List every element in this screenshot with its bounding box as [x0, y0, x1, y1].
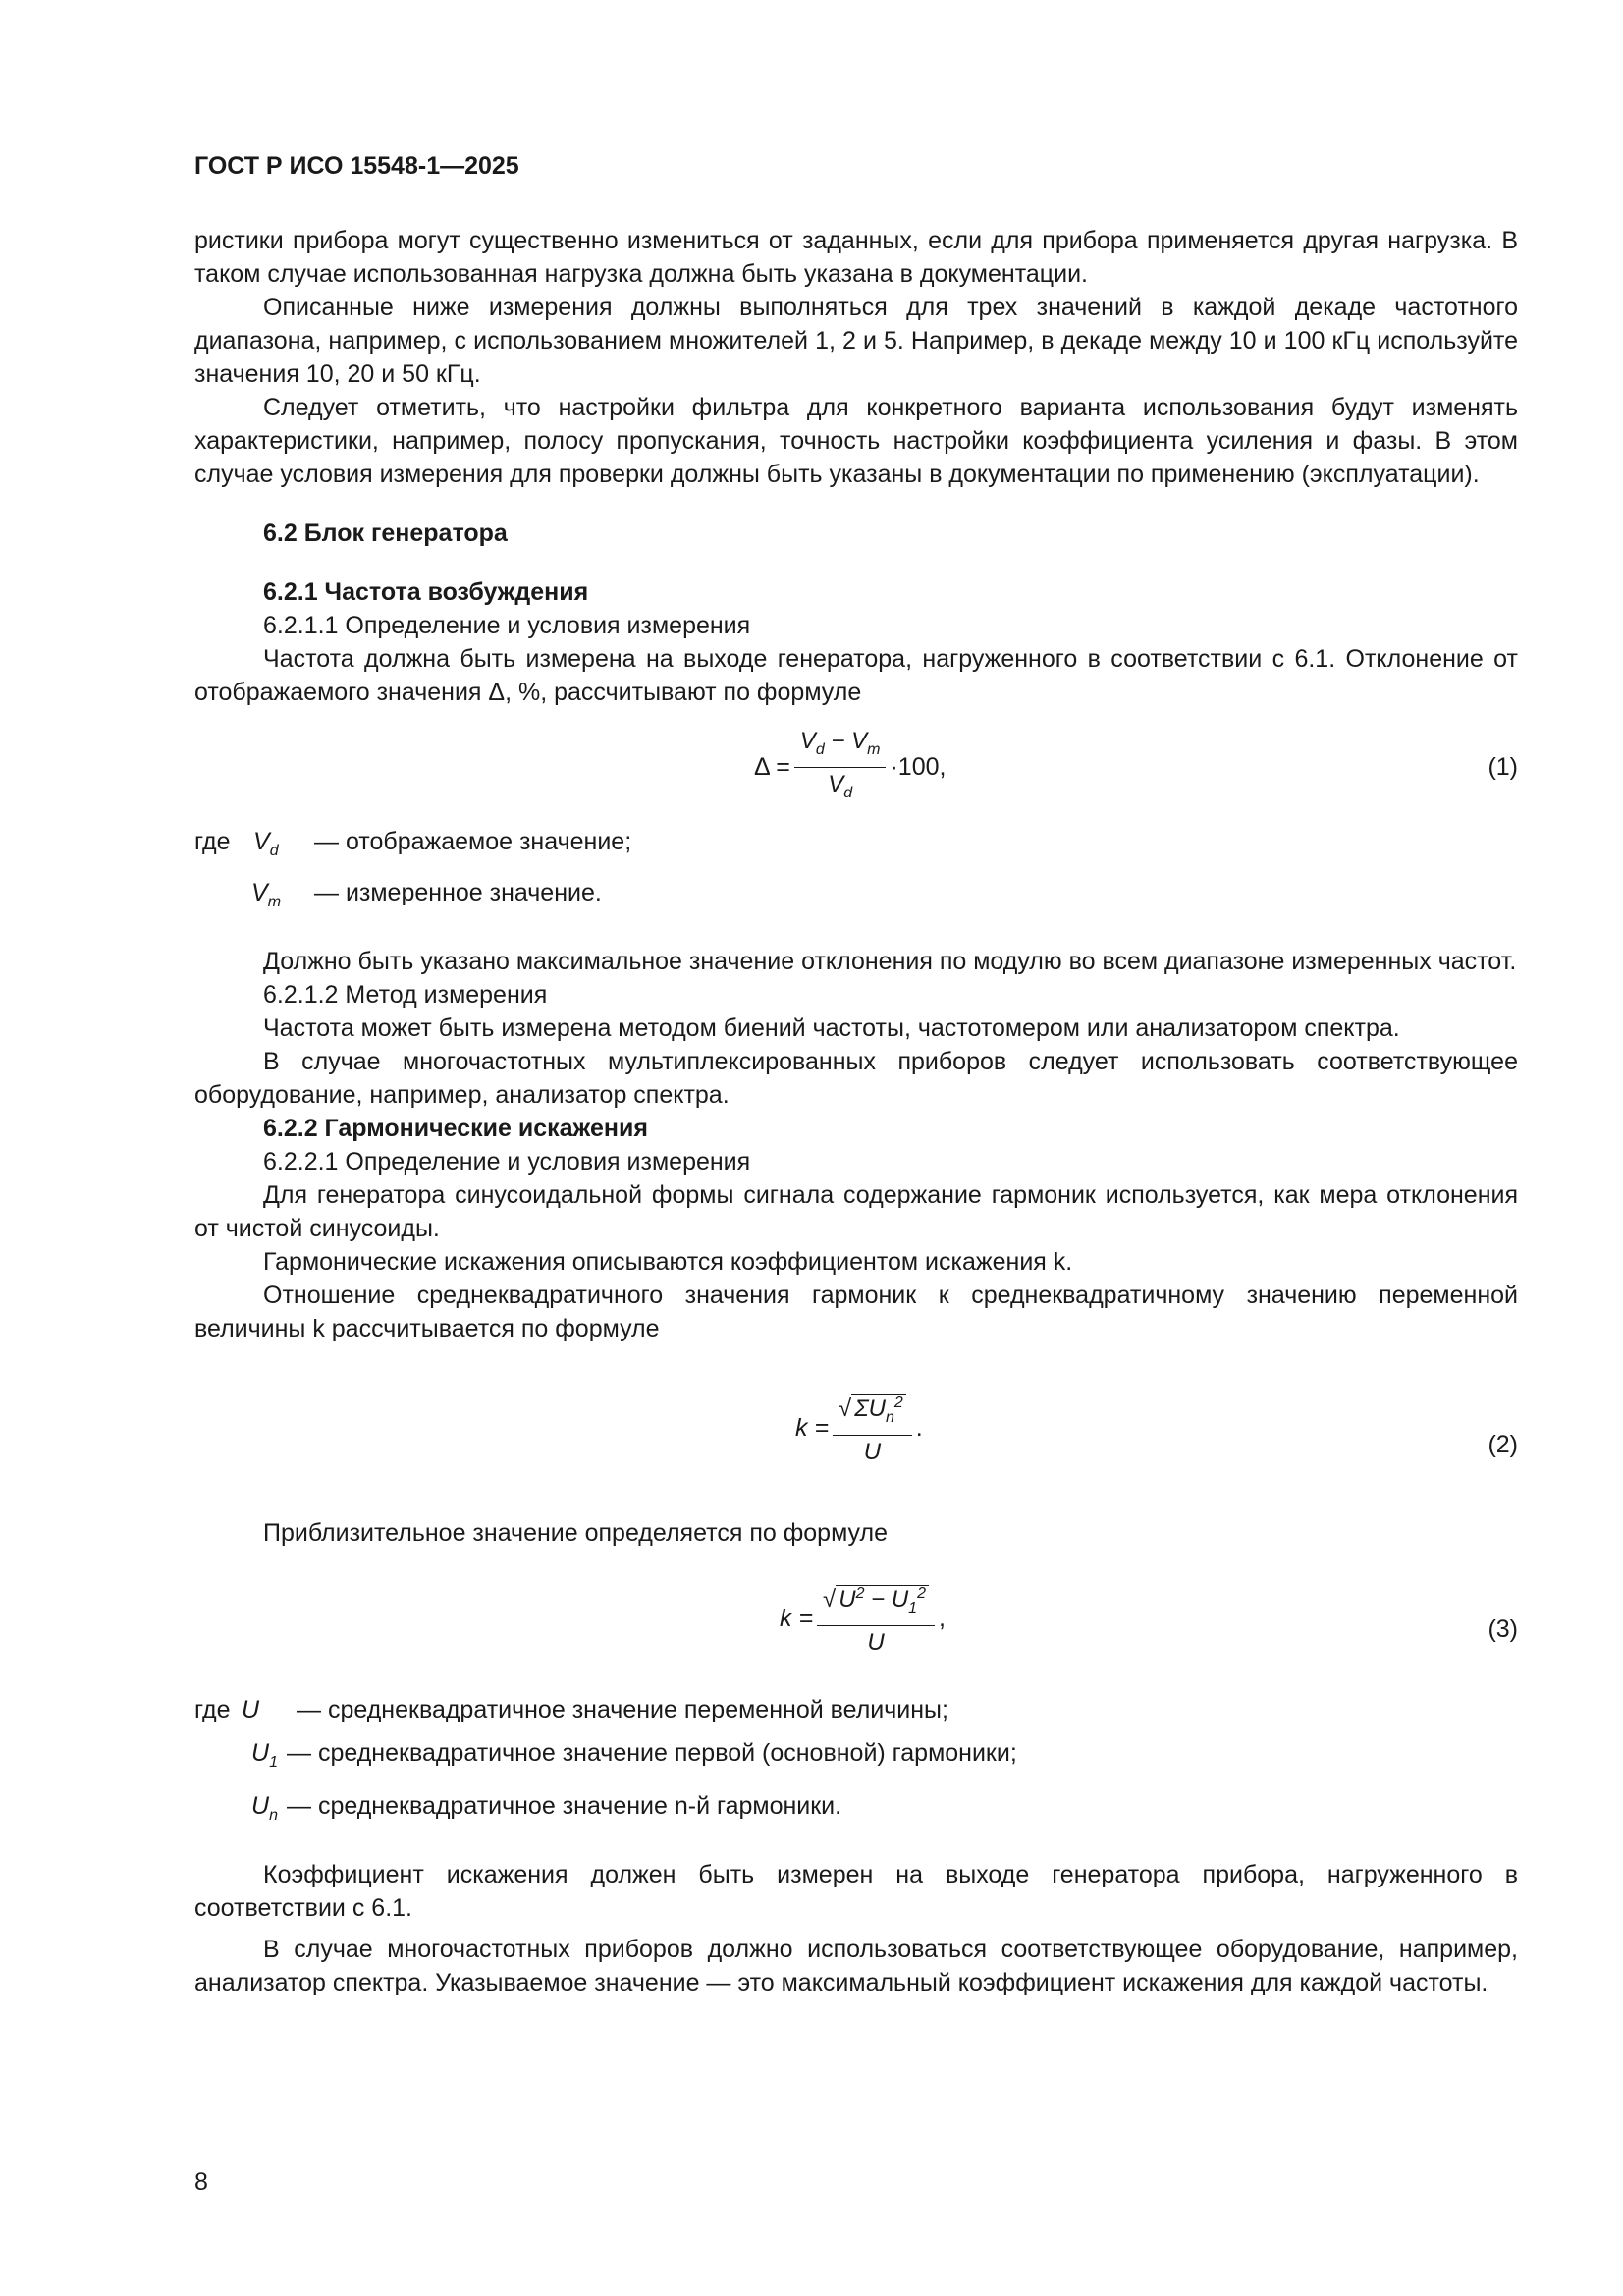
formula-lhs: k =	[780, 1604, 814, 1632]
subsection-heading: 6.2.1.1 Определение и условия измерения	[263, 612, 751, 639]
where-list-1-item: $V_m$ — измеренное значение.	[194, 876, 1518, 919]
formula-1	[194, 727, 1518, 815]
paragraph: Частота может быть измерена методом биений частоты, частотомером или анализатором спектра.	[263, 1014, 1400, 1042]
page-content	[194, 224, 1518, 1999]
formula-lhs: k =	[795, 1413, 830, 1442]
where-list-2-item: $U_1$ — среднеквадратичное значение первой (основной) гармоники;	[194, 1736, 1518, 1779]
subsection-heading: 6.2.2.1 Определение и условия измерения	[263, 1148, 751, 1175]
where-item-text: — среднеквадратичное значение n-й гармоники.	[287, 1792, 842, 1820]
paragraph: Описанные ниже измерения должны выполняться для трех значений в каждой декаде частотного диапазона, например, с использованием множителей 1, 2 и 5. Например, в декаде между 10 и 100 кГц используйте значения 10, 20 и 50 кГц.	[194, 294, 1518, 388]
subsection-heading: 6.2.1.2 Метод измерения	[263, 981, 548, 1009]
equation-number: (2)	[1488, 1431, 1518, 1458]
page-number: 8	[194, 2168, 208, 2196]
fraction: $\frac{√ \Sigma U_n^2}{U}$	[833, 1389, 912, 1467]
where-list-1: где $V_d$ — отображаемое значение;	[194, 825, 1518, 868]
where-item-text: — измеренное значение.	[314, 879, 602, 906]
paragraph: Отношение среднеквадратичного значения гармоник к среднеквадратичному значению переменной величины k рассчитывается по формуле	[194, 1282, 1518, 1342]
formula-tail: .	[915, 1413, 923, 1442]
where-item-text: — отображаемое значение;	[314, 828, 632, 855]
paragraph: Приблизительное значение определяется по формуле	[263, 1519, 888, 1547]
where-list-2-item: $U_n$ — среднеквадратичное значение n-й гармоники.	[194, 1789, 1518, 1832]
section-heading: 6.2.1 Частота возбуждения	[263, 578, 589, 606]
where-lead: где	[194, 828, 231, 855]
where-list-2: где U — среднеквадратичное значение переменной величины;	[194, 1693, 1518, 1726]
paragraph: Частота должна быть измерена на выходе генератора, нагруженного в соответствии с 6.1. Отклонение от отображаемого значения Δ, %, рассчитывают по формуле	[194, 645, 1518, 706]
formula-3	[194, 1579, 1518, 1687]
paragraph: Должно быть указано максимальное значение отклонения по модулю во всем диапазоне измеренных частот.	[263, 948, 1517, 975]
where-lead: где	[194, 1696, 231, 1723]
equation-number: (1)	[1488, 753, 1518, 781]
where-item-text: — среднеквадратичное значение первой (основной) гармоники;	[287, 1739, 1017, 1767]
paragraph: Для генератора синусоидальной формы сигнала содержание гармоник используется, как мера отклонения от чистой синусоиды.	[194, 1181, 1518, 1242]
equation-number: (3)	[1488, 1615, 1518, 1643]
paragraph: В случае многочастотных мультиплексированных приборов следует использовать соответствующее оборудование, например, анализатор спектра.	[194, 1048, 1518, 1109]
formula-lhs: Δ =	[754, 753, 790, 782]
document-header: ГОСТ Р ИСО 15548-1—2025	[194, 152, 519, 180]
formula-tail: ,	[938, 1604, 946, 1632]
paragraph: ристики прибора могут существенно измениться от заданных, если для прибора применяется другая нагрузка. В таком случае использованная нагрузка должна быть указана в документации.	[194, 227, 1518, 288]
paragraph: Коэффициент искажения должен быть измерен на выходе генератора прибора, нагруженного в соответствии с 6.1.	[194, 1861, 1518, 1922]
paragraph: В случае многочастотных приборов должно использоваться соответствующее оборудование, например, анализатор спектра. Указываемое значение — это максимальный коэффициент искажения для каждой частоты.	[194, 1936, 1518, 1996]
section-heading: 6.2 Блок генератора	[263, 519, 508, 547]
fraction: $\frac{√ U^2 - U_1^2}{U}$	[817, 1579, 935, 1658]
where-item-text: — среднеквадратичное значение переменной величины;	[297, 1696, 948, 1723]
fraction: $\frac{V_d - V_m}{V_d}$	[794, 727, 887, 808]
formula-2	[194, 1389, 1518, 1497]
paragraph: Следует отметить, что настройки фильтра для конкретного варианта использования будут изменять характеристики, например, полосу пропускания, точность настройки коэффициента усиления и фазы. В этом случае условия измерения для проверки должны быть указаны в документации по применению (эксплуатации).	[194, 394, 1518, 488]
section-heading: 6.2.2 Гармонические искажения	[263, 1115, 648, 1142]
formula-tail: ·100,	[890, 753, 947, 782]
paragraph: Гармонические искажения описываются коэффициентом искажения k.	[263, 1248, 1073, 1276]
